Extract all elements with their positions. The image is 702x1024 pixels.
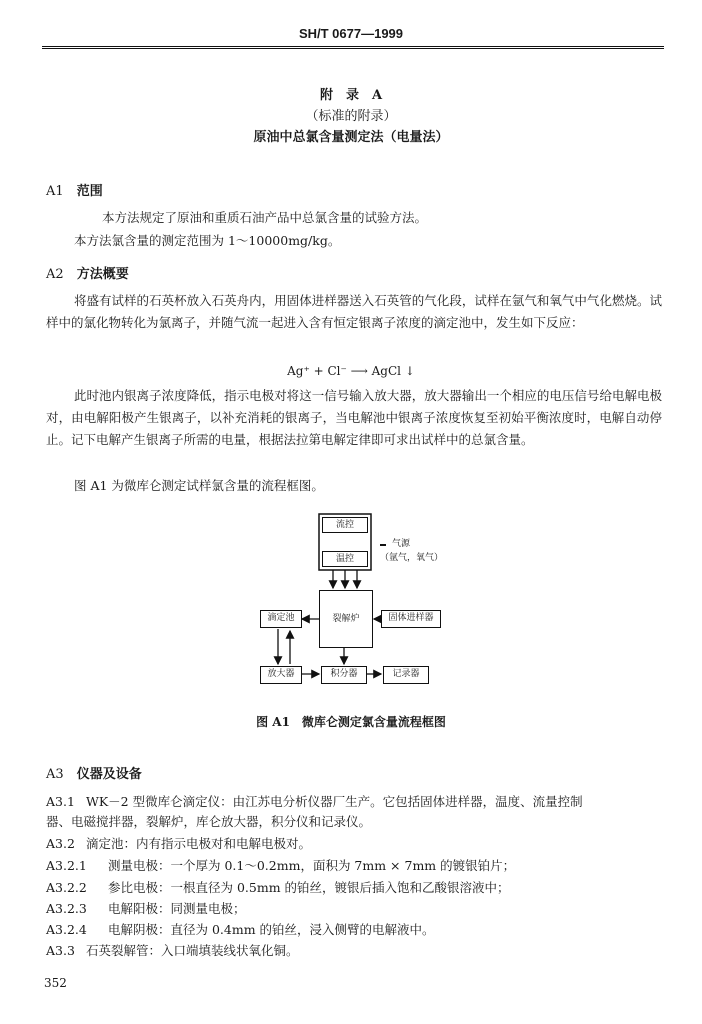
a3-item	[46, 812, 371, 830]
section-a2-number: A2	[46, 267, 64, 282]
recorder-box: 记录器	[383, 666, 429, 684]
flow-control-box: 流控	[322, 517, 368, 533]
a3-item-text: 滴定池：内有指示电极对和电解电极对。	[86, 836, 312, 851]
page-number: 352	[44, 976, 67, 990]
section-a1-title: 范围	[76, 184, 103, 199]
document-code-header: SH/T 0677—1999	[298, 26, 404, 41]
a3-item-text: 测量电极：一个厚为 0.1～0.2mm，面积为 7mm × 7mm 的镀银铂片；	[108, 858, 516, 873]
a3-item	[46, 856, 515, 874]
gas-detail-label: （氩气，氧气）	[380, 553, 444, 563]
a3-item-text: 器、电磁搅拌器，裂解炉，库仑放大器，积分仪和记录仪。	[46, 814, 372, 829]
a1-paragraph-2: 本方法氯含量的测定范围为 1～10000mg/kg。	[74, 233, 341, 248]
a3-item-number: A3.3	[46, 943, 75, 958]
solid-sampler-box: 固体进样器	[381, 610, 441, 628]
a3-item-number: A3.2.2	[46, 880, 87, 895]
a3-item-number: A3.2.4	[46, 922, 87, 937]
a3-item-number: A3.2	[46, 836, 75, 851]
a1-paragraph-1: 本方法规定了原油和重质石油产品中总氯含量的试验方法。	[102, 210, 428, 225]
section-a3-title: 仪器及设备	[76, 767, 142, 782]
figure-caption: 图 A1 微库仑测定氯含量流程框图	[256, 715, 446, 729]
section-a2-title: 方法概要	[76, 267, 129, 282]
a3-item	[46, 920, 435, 938]
titration-cell-box: 滴定池	[260, 610, 302, 628]
a3-item	[46, 792, 583, 810]
a3-item-text: 石英裂解管：入口端填装线状氧化铜。	[86, 943, 299, 958]
a3-item-number: A3.2.3	[46, 901, 87, 916]
a2-paragraph-2: 此时池内银离子浓度降低，指示电极对将这一信号输入放大器，放大器输出一个相应的电压信号给电解电极对，由电解阳极产生银离子，以补充消耗的银离子，当电解池中银离子浓度恢复至初始平衡浓度时，电解自动停止。记下电解产生银离子所需的电量，根据法拉第电解定律即可求出试样中的总氯含量。	[46, 388, 662, 447]
furnace-box: 裂解炉	[319, 590, 373, 648]
amplifier-box: 放大器	[260, 666, 302, 684]
a3-item	[46, 878, 510, 896]
a3-item-number: A3.1	[46, 794, 75, 809]
a3-item	[46, 899, 246, 917]
a3-item-number: A3.2.1	[46, 858, 87, 873]
a2-paragraph-1: 将盛有试样的石英杯放入石英舟内，用固体进样器送入石英管的气化段，试样在氩气和氧气中气化燃烧。试样中的氯化物转化为氯离子，并随气流一起进入含有恒定银离子浓度的滴定池中，发生如下反应：	[46, 293, 662, 330]
a3-item-text: 电解阳极：同测量电极；	[108, 901, 246, 916]
appendix-name: 原油中总氯含量测定法（电量法）	[253, 130, 449, 145]
appendix-subtitle: （标准的附录）	[305, 109, 397, 124]
section-a3-number: A3	[46, 767, 64, 782]
gas-source-label: 气源	[392, 539, 411, 549]
section-a1-number: A1	[46, 184, 64, 199]
a3-item	[46, 834, 311, 852]
appendix-title: 附 录 A	[319, 88, 383, 103]
a3-item-text: 电解阴极：直径为 0.4mm 的铂丝，浸入侧臂的电解液中。	[108, 922, 435, 937]
a3-item-text: 参比电极：一根直径为 0.5mm 的铂丝，镀银后插入饱和乙酸银溶液中；	[108, 880, 510, 895]
a2-paragraph-3: 图 A1 为微库仑测定试样氯含量的流程框图。	[74, 478, 324, 493]
integrator-box: 积分器	[321, 666, 367, 684]
a3-item-text: WK－2 型微库仑滴定仪：由江苏电分析仪器厂生产。它包括固体进样器，温度、流量控制	[86, 794, 583, 809]
temp-control-box: 温控	[322, 551, 368, 567]
section-a3-heading	[46, 763, 142, 782]
reaction-equation: Ag⁺ + Cl⁻ ⟶ AgCl ↓	[287, 364, 415, 378]
a3-item	[46, 941, 299, 959]
